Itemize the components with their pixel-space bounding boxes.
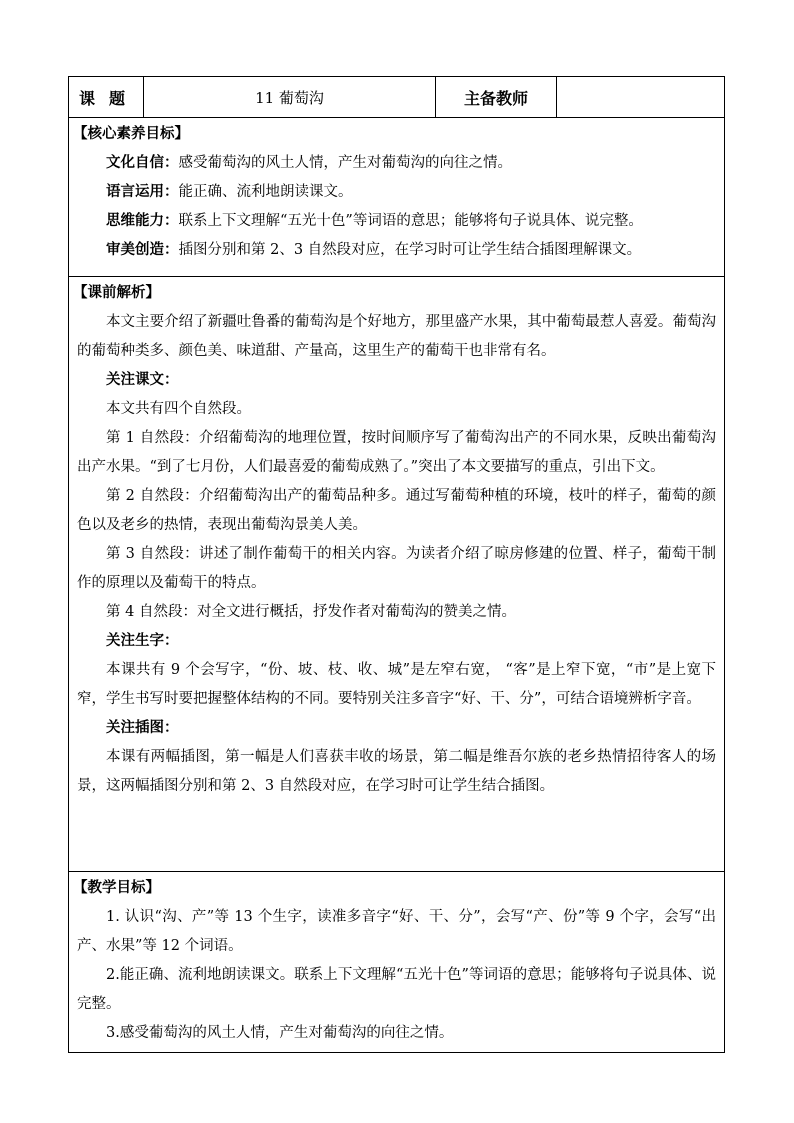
header-row (69, 77, 725, 118)
char-focus-heading: 关注生字： (106, 633, 179, 649)
teacher-label: 主备教师 (436, 77, 557, 118)
lesson-table (68, 76, 725, 1053)
analysis-intro: 本文主要介绍了新疆吐鲁番的葡萄沟是个好地方，那里盛产水果，其中葡萄最惹人喜爱。葡萄沟的葡萄种类多、颜色美、味道甜、产量高，这里生产的葡萄干也非常有名。 (77, 314, 716, 359)
core-title: 【核心素养目标】 (73, 126, 189, 142)
paragraph-count: 本文共有四个自然段。 (106, 401, 251, 417)
core-section (69, 118, 725, 277)
picture-notes: 本课有两幅插图，第一幅是人们喜获丰收的场景，第二幅是维吾尔族的老乡热情招待客人的场景，这两幅插图分别和第 2、3 自然段对应，在学习时可让学生结合插图。 (77, 749, 716, 794)
paragraph-1-note: 第 1 自然段：介绍葡萄沟的地理位置，按时间顺序写了葡萄沟出产的不同水果，反映出葡萄沟出产水果。“到了七月份，人们最喜爱的葡萄成熟了。”突出了本文要描写的重点，引出下文。 (77, 430, 716, 475)
core-item: 文化自信：感受葡萄沟的风土人情，产生对葡萄沟的向往之情。 (106, 155, 512, 171)
goal-2: 2.能正确、流利地朗读课文。联系上下文理解“五光十色”等词语的意思；能够将句子说具体、说完整。 (77, 967, 716, 1012)
goals-title: 【教学目标】 (73, 880, 160, 896)
paragraph-3-note: 第 3 自然段：讲述了制作葡萄干的相关内容。为读者介绍了晾房修建的位置、样子，葡萄干制作的原理以及葡萄干的特点。 (77, 546, 716, 591)
paragraph-4-note: 第 4 自然段：对全文进行概括，抒发作者对葡萄沟的赞美之情。 (106, 604, 516, 620)
goals-section (69, 872, 725, 1053)
core-item: 思维能力：联系上下文理解“五光十色”等词语的意思；能够将句子说具体、说完整。 (106, 213, 643, 229)
analysis-title: 【课前解析】 (73, 285, 160, 301)
char-notes: 本课共有 9 个会写字，“份、坡、枝、收、城”是左窄右宽， “客”是上窄下宽，“市”是上宽下窄，学生书写时要把握整体结构的不同。要特别关注多音字“好、干、分”，可结合语境辨析字音。 (77, 662, 716, 707)
core-item: 语言运用：能正确、流利地朗读课文。 (106, 184, 353, 200)
text-focus-heading: 关注课文： (106, 372, 179, 388)
paragraph-2-note: 第 2 自然段：介绍葡萄沟出产的葡萄品种多。通过写葡萄种植的环境，枝叶的样子，葡萄的颜色以及老乡的热情，表现出葡萄沟景美人美。 (77, 488, 716, 533)
core-item: 审美创造：插图分别和第 2、3 自然段对应，在学习时可让学生结合插图理解课文。 (106, 242, 642, 258)
goal-1: 1. 认识“沟、产”等 13 个生字，读准多音字“好、干、分”，会写“产、份”等 9 个字，会写“出产、水果”等 12 个词语。 (77, 909, 716, 954)
topic-label: 课题 (69, 77, 144, 118)
picture-focus-heading: 关注插图： (106, 720, 179, 736)
lesson-title: 11 葡萄沟 (144, 77, 436, 118)
analysis-section (69, 277, 725, 872)
goal-3: 3.感受葡萄沟的风土人情，产生对葡萄沟的向往之情。 (106, 1025, 454, 1041)
teacher-value (557, 77, 725, 118)
lesson-plan (68, 76, 724, 1053)
